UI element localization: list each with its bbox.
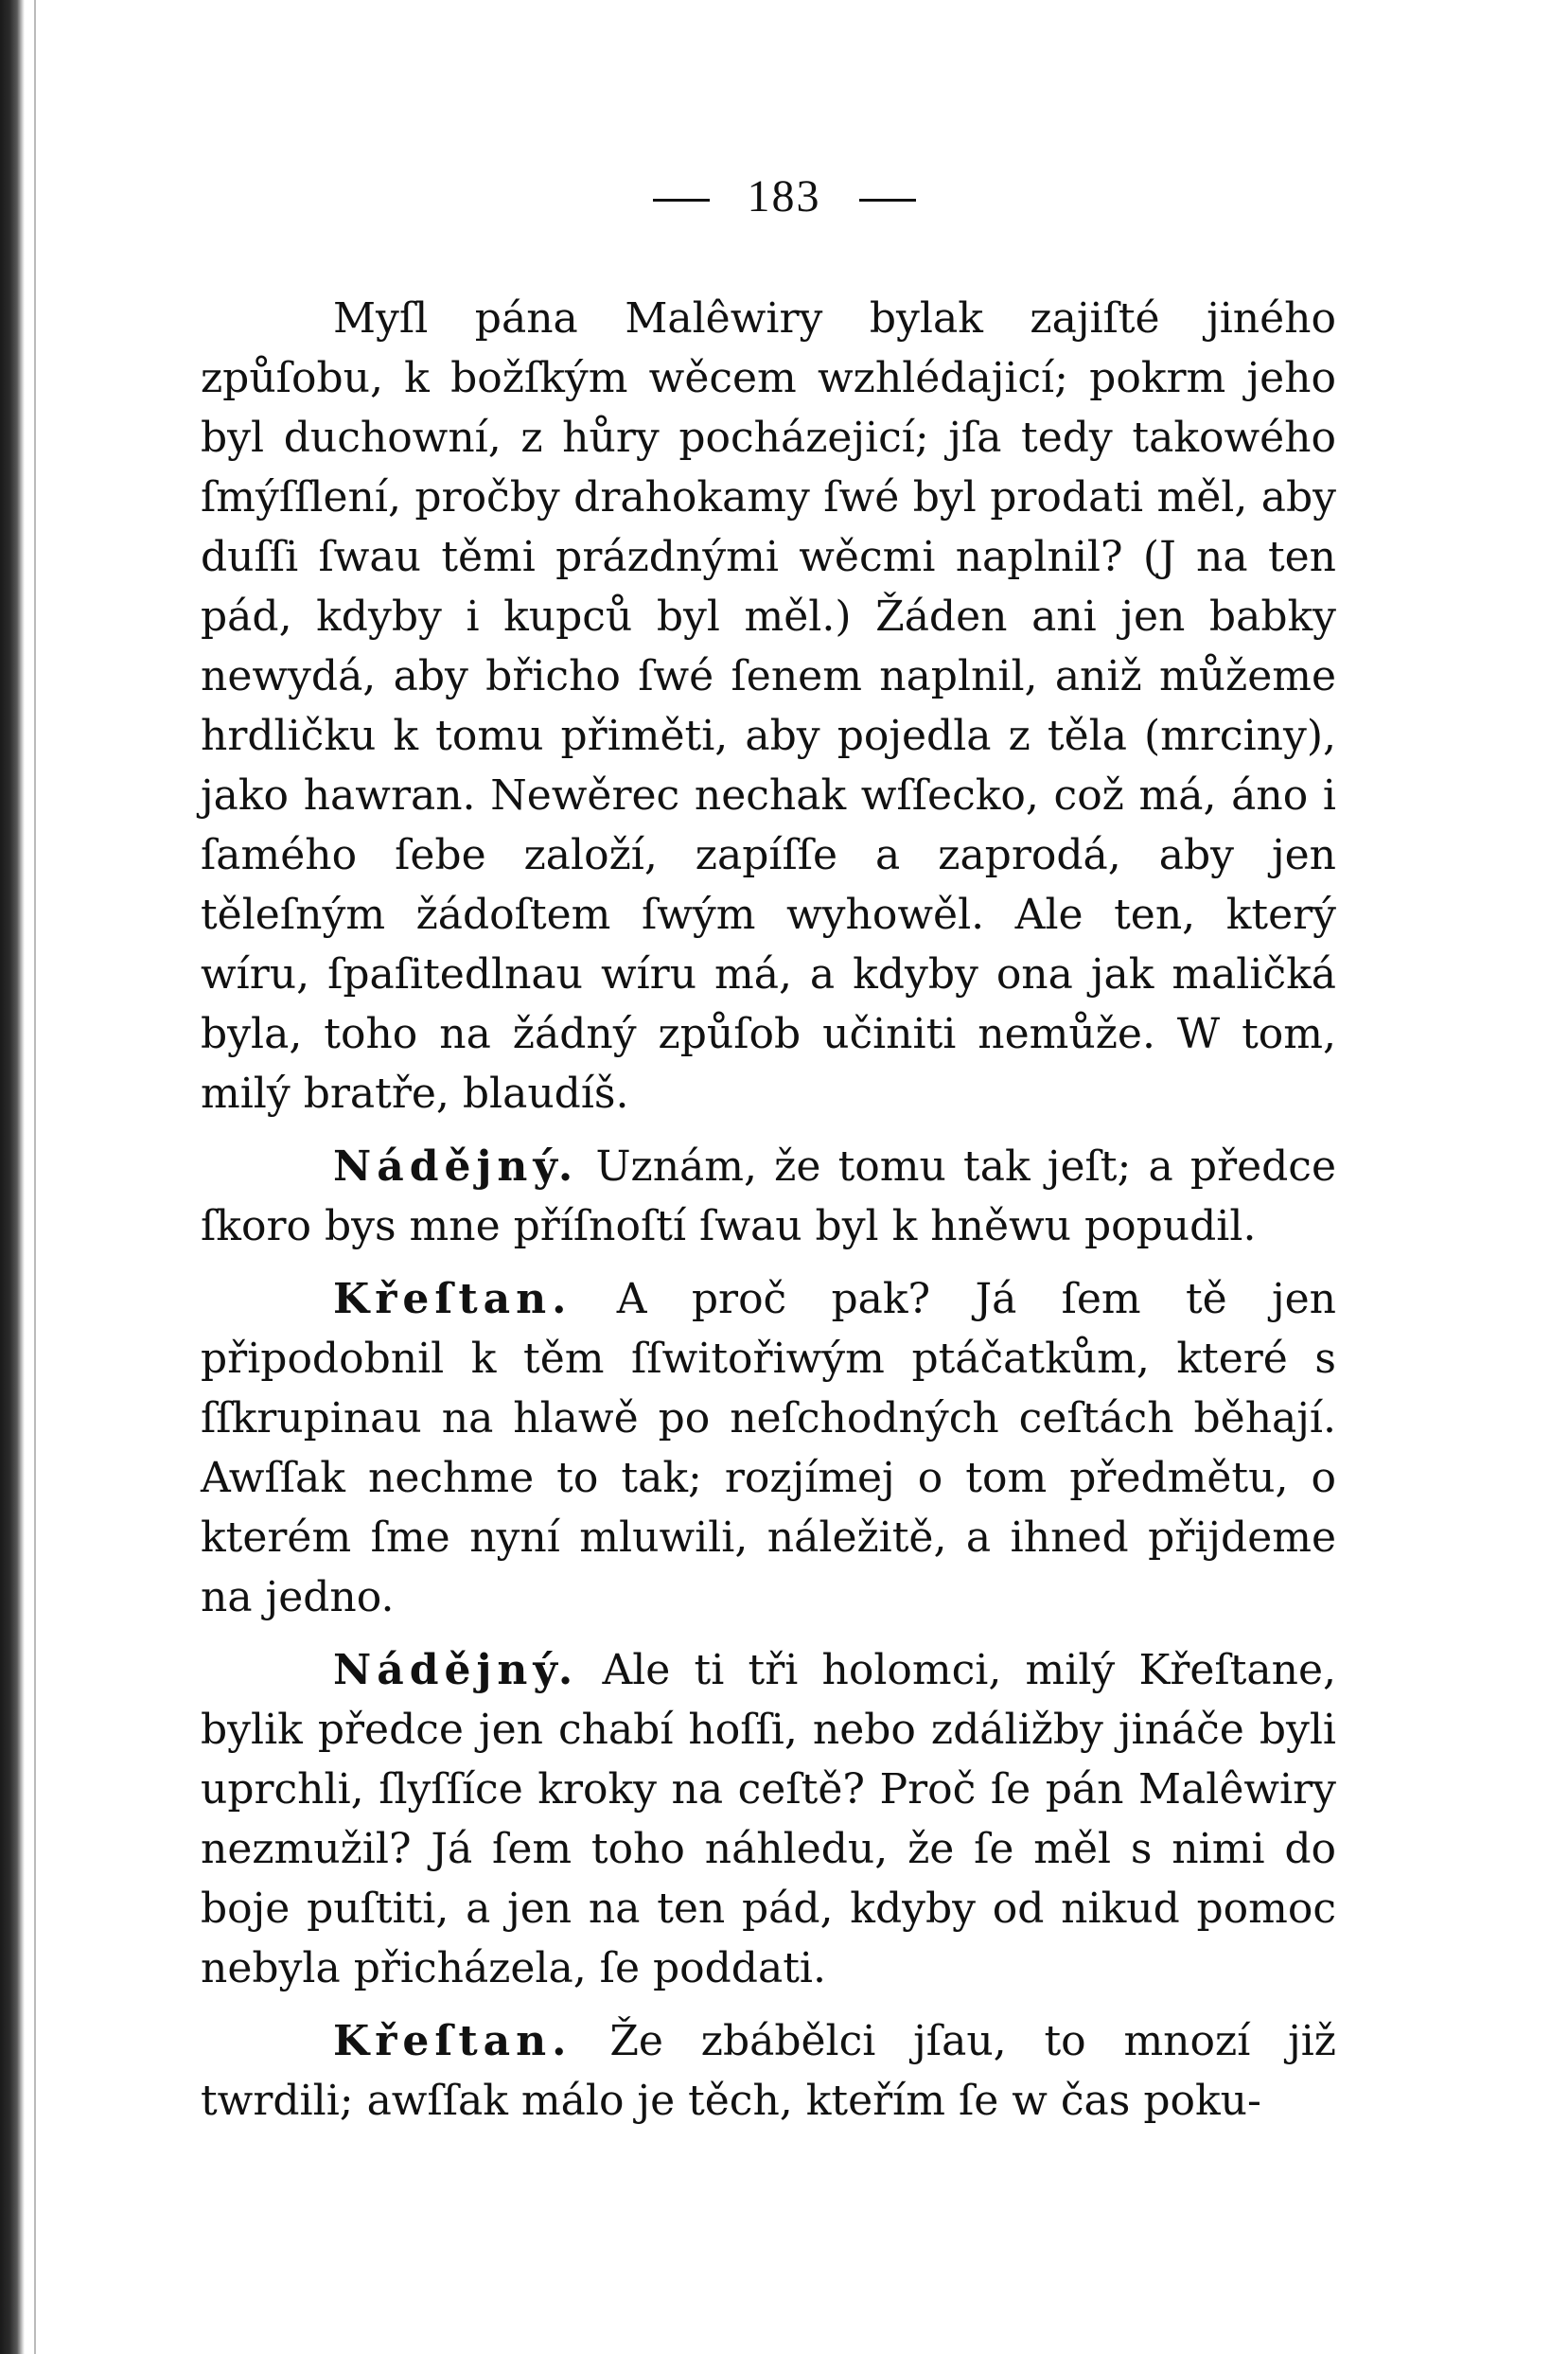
speaker-name: Křeſtan. <box>333 1275 573 1323</box>
speaker-name: Křeſtan. <box>333 2017 573 2065</box>
paragraph-1 <box>201 289 1336 1124</box>
paragraph-gap <box>201 1998 1336 2011</box>
page-header <box>0 170 1568 222</box>
paragraph-text: A proč pak? Já ſem tě jen připodobnil k těm ſſwitořiwým ptáčatkům, které s ſſkrupinau na hlawě po neſchodných ceſtách běhají. Awſſak nechme to tak; rozjímej o tom předmětu, o kterém ſme nyní mluwili, náležitě, a ihned přijdeme na jedno. <box>201 1275 1336 1621</box>
paragraph-gap <box>201 1256 1336 1269</box>
paragraph-text: Myſl pána Malêwiry bylak zajiſté jiného způſobu, k božſkým wěcem wzhlédajicí; pokrm jeho byl duchowní, z hůry pocházejicí; jſa tedy takowého ſmýſſlení, pročby drahokamy ſwé byl prodati měl, aby duſſi ſwau těmi prázdnými wěcmi naplnil? (J na ten pád, kdyby i kupců byl měl.) Žáden ani jen babky newydá, aby břicho ſwé ſenem naplnil, aniž můžeme hrdličku k tomu přiměti, aby pojedla z těla (mrciny), jako hawran. Newěrec nechak wſſecko, což má, áno i ſamého ſebe založí, zapíſſe a zaprodá, aby jen těleſným žádoſtem ſwým wyhowěl. Ale ten, který wíru, ſpaſitedlnau wíru má, a kdyby ona jak maličká byla, toho na žádný způſob učiniti nemůže. W tom, milý bratře, blaudíš. <box>201 294 1336 1118</box>
page-fold-line <box>34 0 36 2354</box>
paragraph-text: Že zbábělci jſau, to mnozí již twrdili; awſſak málo je těch, kteřím ſe w čas poku- <box>201 2017 1336 2125</box>
paragraph-gap <box>201 1124 1336 1137</box>
paragraph-text: Ale ti tři holomci, milý Křeſtane, bylik předce jen chabí hoſſi, nebo zdáližby jináče byli uprchli, ſlyſſíce kroky na ceſtě? Proč ſe pán Malêwiry nezmužil? Já ſem toho náhledu, že ſe měl s nimi do boje puſtiti, a jen na ten pád, kdyby od nikud pomoc nebyla přicházela, ſe poddati. <box>201 1646 1336 1992</box>
paragraph-gap <box>201 1627 1336 1640</box>
header-dash-right <box>859 199 916 202</box>
speaker-name: Nádějný. <box>333 1142 579 1191</box>
page-text-body <box>201 289 1336 2131</box>
paragraph-text: Uznám, že tomu tak jeſt; a předce ſkoro bys mne příſnoſtí ſwau byl k hněwu popudil. <box>201 1142 1336 1250</box>
paragraph-3 <box>201 1269 1336 1627</box>
paragraph-5 <box>201 2011 1336 2131</box>
paragraph-2 <box>201 1137 1336 1256</box>
paragraph-4 <box>201 1640 1336 1998</box>
header-dash-left <box>653 199 710 202</box>
speaker-name: Nádějný. <box>333 1646 579 1694</box>
page-number: 183 <box>747 171 821 221</box>
book-binding-edge <box>0 0 25 2354</box>
